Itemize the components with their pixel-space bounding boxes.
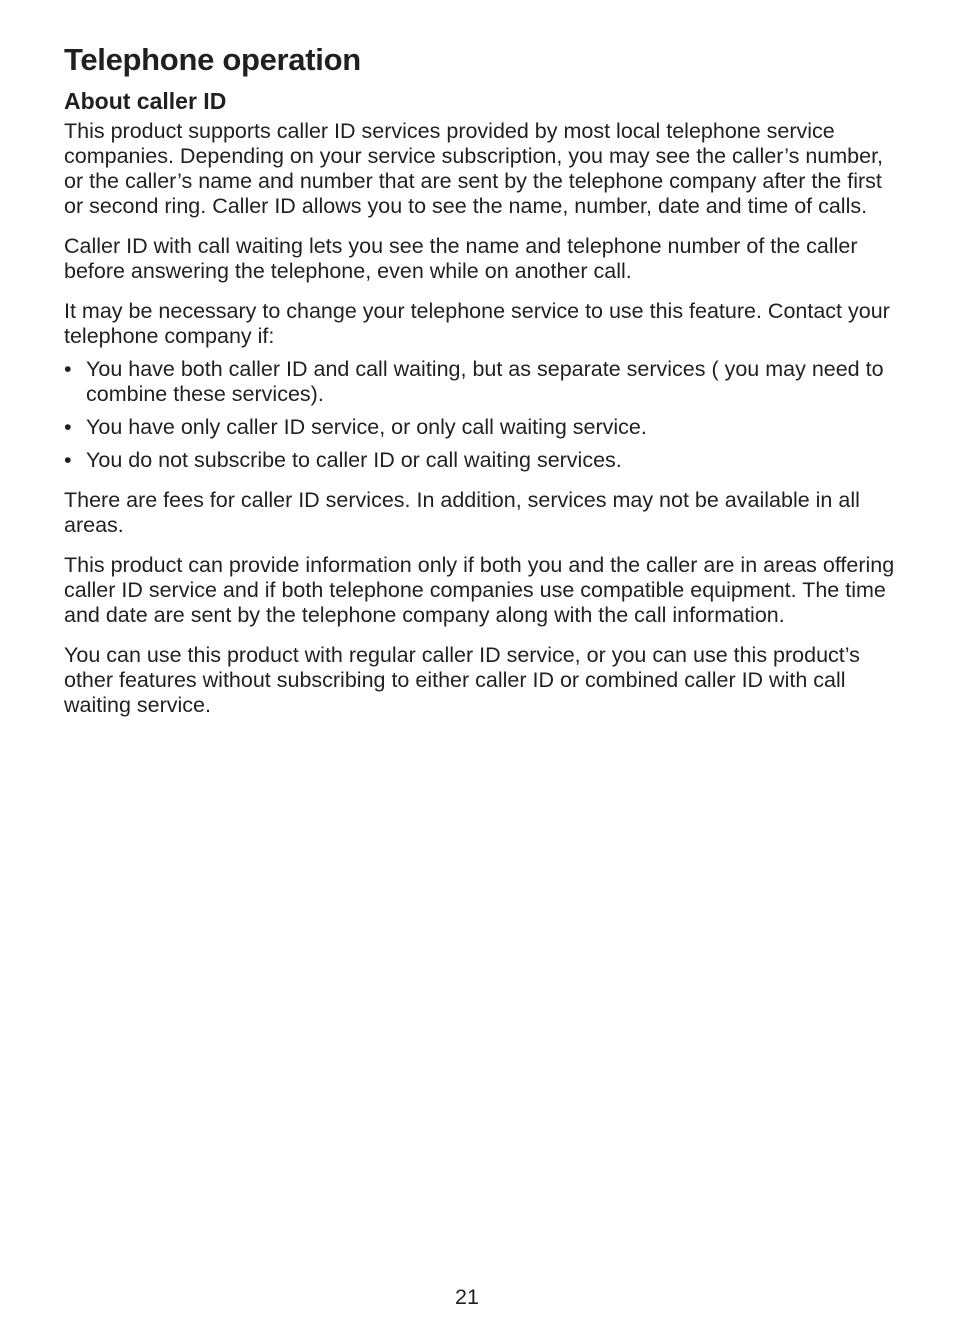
paragraph-compatibility: This product can provide information only if both you and the caller are in areas offering caller ID service and if both telephone companies use compatible equipment. The time and date are sent by the telephone company along with the call information. xyxy=(64,553,895,627)
bullet-list xyxy=(64,357,904,473)
paragraph-intro: This product supports caller ID services provided by most local telephone service companies. Depending on your service subscription, you may see the caller’s number, or the caller’s name and number that are sent by the telephone company after the first or second ring. Caller ID allows you to see the name, number, date and time of calls. xyxy=(64,119,884,218)
list-item xyxy=(64,357,904,407)
list-item-text: You have both caller ID and call waiting, but as separate services ( you may need to combine these services). xyxy=(86,357,884,406)
paragraph-contact: It may be necessary to change your telephone service to use this feature. Contact your telephone company if: xyxy=(64,299,890,348)
page-title: Telephone operation xyxy=(64,42,361,77)
bullet-icon: • xyxy=(64,448,72,472)
list-item-text: You do not subscribe to caller ID or call waiting services. xyxy=(86,448,622,472)
list-item xyxy=(64,415,904,440)
page-content xyxy=(64,40,904,733)
paragraph-call-waiting: Caller ID with call waiting lets you see the name and telephone number of the caller before answering the telephone, even while on another call. xyxy=(64,234,858,283)
list-item xyxy=(64,448,904,473)
paragraph-fees: There are fees for caller ID services. In addition, services may not be available in all areas. xyxy=(64,488,860,537)
section-heading: About caller ID xyxy=(64,88,227,114)
bullet-icon: • xyxy=(64,357,72,381)
page-number: 21 xyxy=(455,1285,479,1309)
bullet-icon: • xyxy=(64,415,72,439)
paragraph-usage: You can use this product with regular caller ID service, or you can use this product’s other features without subscribing to either caller ID or combined caller ID with call waiting service. xyxy=(64,643,860,717)
list-item-text: You have only caller ID service, or only call waiting service. xyxy=(86,415,647,439)
